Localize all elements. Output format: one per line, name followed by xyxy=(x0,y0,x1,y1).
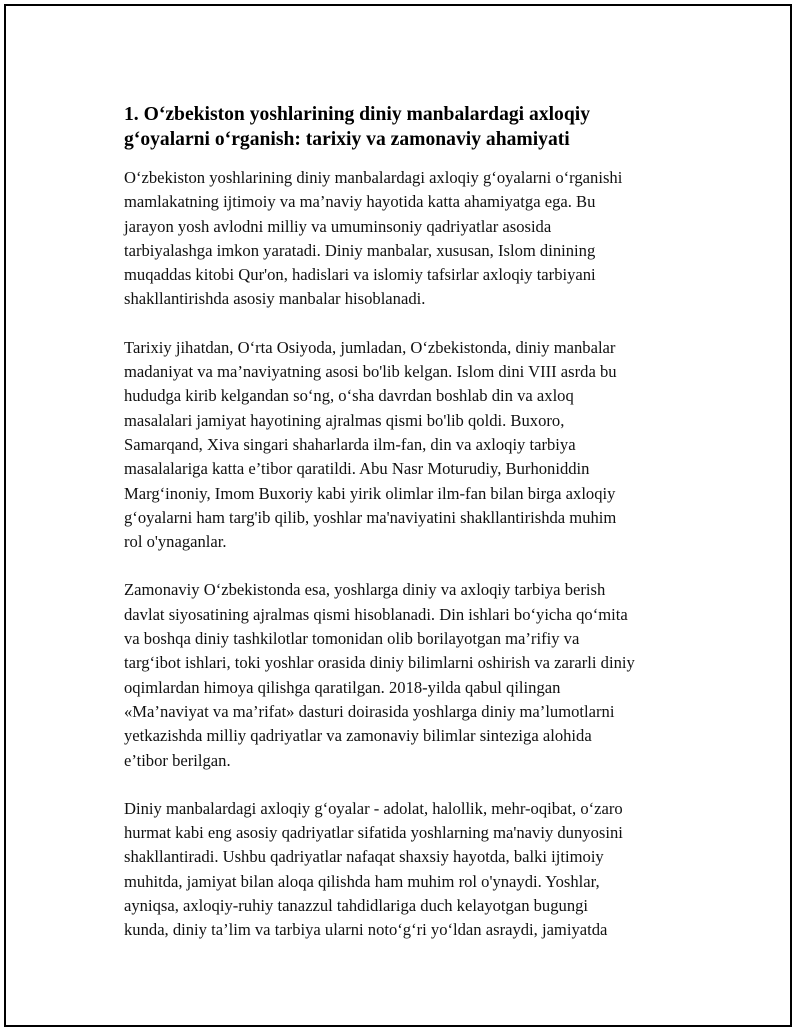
text-line: mamlakatning ijtimoiy va ma’naviy hayotida katta ahamiyatga ega. Bu xyxy=(124,192,596,212)
text-line: «Ma’naviyat va ma’rifat» dasturi doirasida yoshlarga diniy ma’lumotlarni xyxy=(124,701,615,721)
heading-line: g‘oyalarni o‘rganish: tarixiy va zamonaviy ahamiyati xyxy=(124,129,570,150)
text-line: hududga kirib kelgandan so‘ng, o‘sha davrdan boshlab din va axloq xyxy=(124,386,574,406)
text-line: davlat siyosatining ajralmas qismi hisoblanadi. Din ishlari bo‘yicha qo‘mita xyxy=(124,604,628,624)
text-line: Zamonaviy O‘zbekistonda esa, yoshlarga diniy va axloqiy tarbiya berish xyxy=(124,580,606,600)
document-content xyxy=(124,102,694,967)
text-line: e’tibor berilgan. xyxy=(124,750,231,770)
text-line: ayniqsa, axloqiy-ruhiy tanazzul tahdidlariga duch kelayotgan bugungi xyxy=(124,896,589,916)
text-line: va boshqa diniy tashkilotlar tomonidan olib borilayotgan ma’rifiy va xyxy=(124,629,580,649)
text-line: muhitda, jamiyat bilan aloqa qilishda ham muhim rol o'ynaydi. Yoshlar, xyxy=(124,871,600,891)
text-line: kunda, diniy ta’lim va tarbiya ularni noto‘g‘ri yo‘ldan asraydi, jamiyatda xyxy=(124,920,608,940)
text-line: muqaddas kitobi Qur'on, hadislari va islomiy tafsirlar axloqiy tarbiyani xyxy=(124,265,596,285)
document-page xyxy=(4,4,792,1027)
text-line: Diniy manbalardagi axloqiy g‘oyalar - adolat, halollik, mehr-oqibat, o‘zaro xyxy=(124,798,623,818)
text-line: tarbiyalashga imkon yaratadi. Diniy manbalar, xususan, Islom dinining xyxy=(124,240,596,260)
text-line: rol o'ynaganlar. xyxy=(124,532,227,552)
paragraph-values xyxy=(124,797,694,943)
text-line: yetkazishda milliy qadriyatlar va zamonaviy bilimlar sinteziga alohida xyxy=(124,726,592,746)
text-line: g‘oyalarni ham targ'ib qilib, yoshlar ma'naviyatini shakllantirishda muhim xyxy=(124,507,617,527)
text-line: Tarixiy jihatdan, O‘rta Osiyoda, jumladan, O‘zbekistonda, diniy manbalar xyxy=(124,337,616,357)
text-line: hurmat kabi eng asosiy qadriyatlar sifatida yoshlarning ma'naviy dunyosini xyxy=(124,823,623,843)
text-line: O‘zbekiston yoshlarining diniy manbalardagi axloqiy g‘oyalarni o‘rganishi xyxy=(124,168,623,187)
text-line: jarayon yosh avlodni milliy va umuminsoniy qadriyatlar asosida xyxy=(124,216,552,236)
section-heading xyxy=(124,102,694,152)
paragraph-historical xyxy=(124,336,694,555)
heading-line: 1. O‘zbekiston yoshlarining diniy manbalardagi axloqiy xyxy=(124,104,590,125)
text-line: masalalariga katta e’tibor qaratildi. Abu Nasr Moturudiy, Burhoniddin xyxy=(124,459,590,479)
text-line: oqimlardan himoya qilishga qaratilgan. 2018-yilda qabul qilingan xyxy=(124,677,561,697)
text-line: Marg‘inoniy, Imom Buxoriy kabi yirik olimlar ilm-fan bilan birga axloqiy xyxy=(124,483,616,503)
text-line: masalalari jamiyat hayotining ajralmas qismi bo'lib qoldi. Buxoro, xyxy=(124,410,565,430)
text-line: Samarqand, Xiva singari shaharlarda ilm-fan, din va axloqiy tarbiya xyxy=(124,434,576,454)
text-line: shakllantiradi. Ushbu qadriyatlar nafaqat shaxsiy hayotda, balki ijtimoiy xyxy=(124,847,604,867)
paragraph-intro xyxy=(124,166,694,312)
text-line: targ‘ibot ishlari, toki yoshlar orasida diniy bilimlarni oshirish va zararli diniy xyxy=(124,653,635,673)
text-line: shakllantirishda asosiy manbalar hisoblanadi. xyxy=(124,289,426,309)
text-line: madaniyat va ma’naviyatning asosi bo'lib kelgan. Islom dini VIII asrda bu xyxy=(124,362,617,382)
paragraph-modern xyxy=(124,578,694,772)
